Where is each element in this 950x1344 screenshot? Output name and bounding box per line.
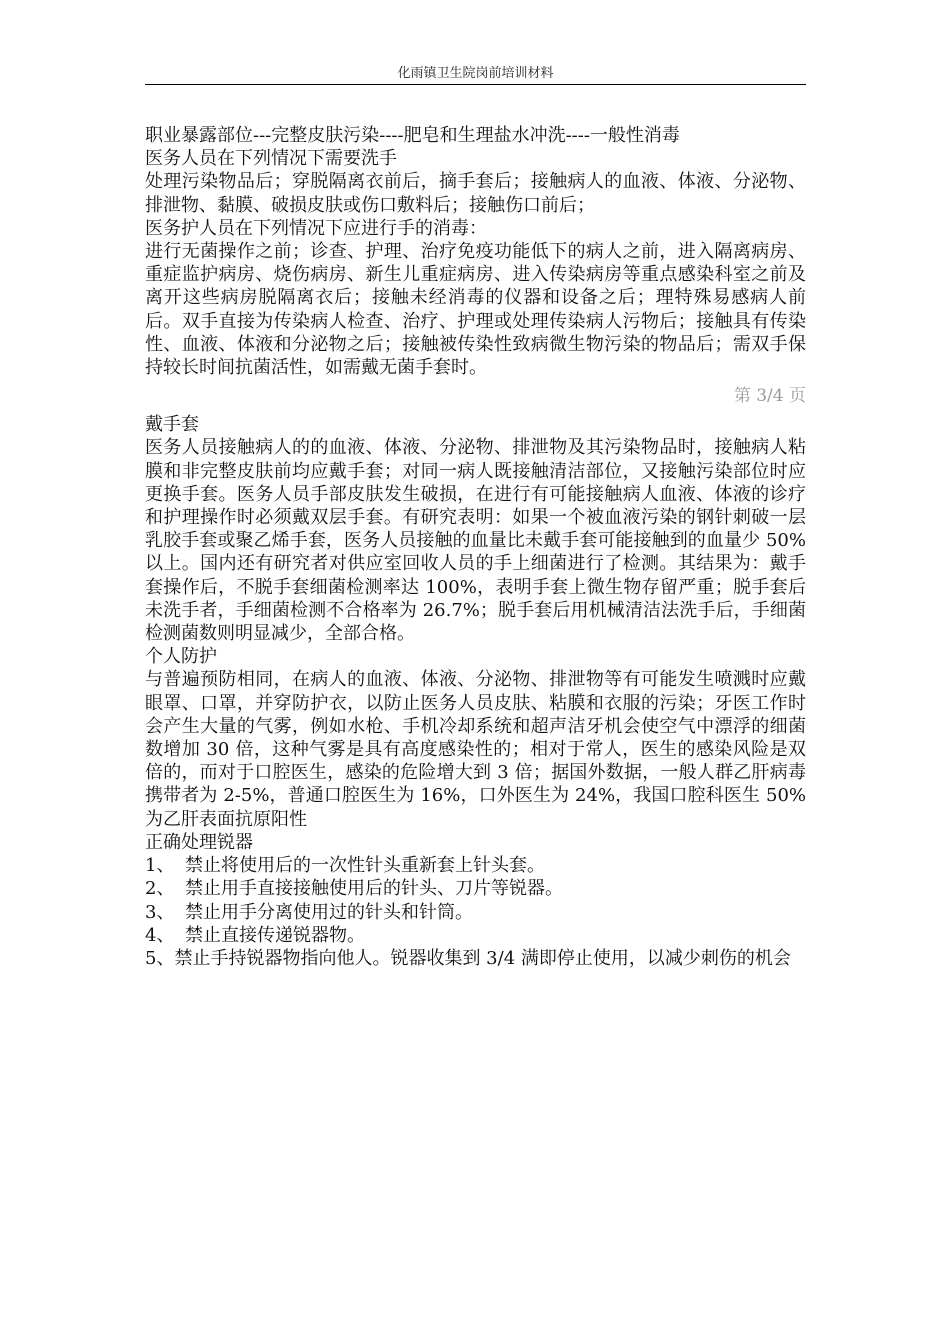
- list-item: [145, 877, 806, 900]
- heading-handwash: 医务人员在下列情况下需要洗手: [145, 148, 397, 170]
- heading-sharps: 正确处理锐器: [145, 831, 253, 853]
- paragraph-handwash: 处理污染物品后；穿脱隔离衣前后，摘手套后；接触病人的血液、体液、分泌物、排泄物、黏膜、破损皮肤或伤口敷料后；接触伤口前后；: [145, 171, 806, 216]
- document-body: [145, 124, 806, 970]
- list-item-text: 禁止用手分离使用过的针头和针筒。: [185, 901, 473, 923]
- list-item-number: 5、: [145, 947, 175, 969]
- paragraph-exposure: 职业暴露部位---完整皮肤污染----肥皂和生理盐水冲洗----一般性消毒: [145, 125, 680, 146]
- list-item-number: 2、: [145, 878, 175, 900]
- list-item: [145, 947, 806, 970]
- list-item: [145, 924, 806, 947]
- list-item: [145, 854, 806, 877]
- paragraph-disinfection: 进行无菌操作之前；诊查、护理、治疗免疫功能低下的病人之前，进入隔离病房、重症监护病房、烧伤病房、新生儿重症病房、进入传染病房等重点感染科室之前及离开这些病房脱隔离衣后；接触未经消毒的仪器和设备之后；理特殊易感病人前后。双手直接为传染病人检查、治疗、护理或处理传染病人污物后；接触具有传染性、血液、体液和分泌物之后；接触被传染性致病微生物污染的物品后；需双手保持较长时间抗菌活性，如需戴无菌手套时。: [145, 241, 806, 379]
- list-item-number: 4、: [145, 924, 175, 946]
- header-rule: [145, 84, 806, 85]
- heading-protection: 个人防护: [145, 646, 217, 668]
- list-item-number: 3、: [145, 901, 175, 923]
- heading-gloves: 戴手套: [145, 414, 199, 436]
- page-header: 化雨镇卫生院岗前培训材料: [397, 66, 554, 81]
- list-item-text: 禁止将使用后的一次性针头重新套上针头套。: [185, 855, 545, 877]
- paragraph-gloves: 医务人员接触病人的的血液、体液、分泌物、排泄物及其污染物品时，接触病人粘膜和非完整皮肤前均应戴手套；对同一病人既接触清洁部位，又接触污染部位时应更换手套。医务人员手部皮肤发生破损，在进行有可能接触病人血液、体液的诊疗和护理操作时必须戴双层手套。有研究表明：如果一个被血液污染的钢针刺破一层乳胶手套或聚乙烯手套，医务人员接触的血量比未戴手套可能接触到的血量少 50%以上。国内还有研究者对供应室回收人员的手上细菌进行了检测。其结果为：戴手套操作后，不脱手套细菌检测率达 100%，表明手套上微生物存留严重；脱手套后未洗手者，手细菌检测不合格率为 26.7%；脱手套后用机械清洁法洗手后，手细菌检测菌数则明显减少，全部合格。: [145, 437, 806, 645]
- list-item-number: 1、: [145, 855, 175, 877]
- list-item-text: 禁止直接传递锐器物。: [185, 924, 365, 946]
- heading-disinfection: 医务护人员在下列情况下应进行手的消毒：: [145, 217, 487, 239]
- paragraph-protection: 与普遍预防相同，在病人的血液、体液、分泌物、排泄物等有可能发生喷溅时应戴眼罩、口罩，并穿防护衣，以防止医务人员皮肤、粘膜和衣服的污染；牙医工作时会产生大量的气雾，例如水枪、手机冷却系统和超声洁牙机会使空气中漂浮的细菌数增加 30 倍，这种气雾是具有高度感染性的；相对于常人，医生的感染风险是双倍的，而对于口腔医生，感染的危险增大到 3 倍；据国外数据，一般人群乙肝病毒携带者为 2-5%，普通口腔医生为 16%，口外医生为 24%，我国口腔科医生 50%为乙肝表面抗原阳性: [145, 669, 806, 830]
- list-item-text: 禁止手持锐器物指向他人。锐器收集到 3/4 满即停止使用，以减少刺伤的机会: [174, 947, 791, 969]
- page-number: 第 3/4 页: [733, 386, 806, 407]
- list-item-text: 禁止用手直接接触使用后的针头、刀片等锐器。: [185, 878, 563, 900]
- list-item: [145, 901, 806, 924]
